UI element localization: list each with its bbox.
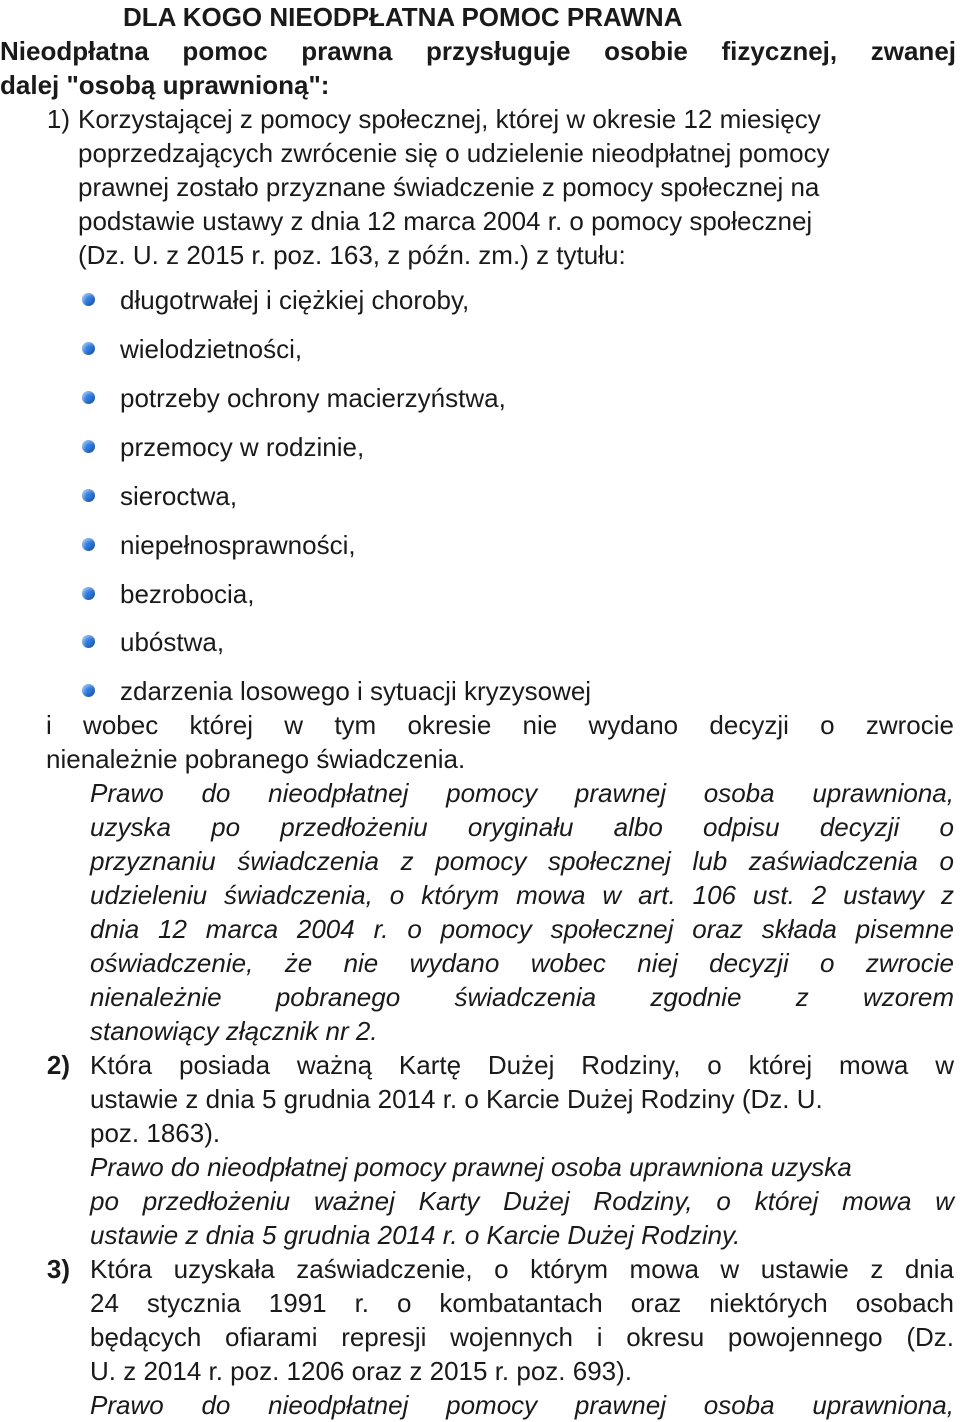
page-title: DLA KOGO NIEODPŁATNA POMOC PRAWNA xyxy=(123,2,683,32)
item-1-line-1: Korzystającej z pomocy społecznej, której w okresie 12 miesięcy xyxy=(78,104,821,134)
item-1-rights-line-5: dnia 12 marca 2004 r. o pomocy społecznej oraz składa pisemne xyxy=(90,914,954,944)
bullet-dot-icon xyxy=(82,440,95,453)
item-3-line-4: U. z 2014 r. poz. 1206 oraz z 2015 r. poz. 693). xyxy=(90,1356,633,1386)
item-1-rights-line-4: udzieleniu świadczenia, o którym mowa w art. 106 ust. 2 ustawy z xyxy=(90,880,954,910)
item-1-rights-line-1: Prawo do nieodpłatnej pomocy prawnej osoba uprawniona, xyxy=(90,778,954,808)
item-3-number: 3) xyxy=(46,1254,70,1284)
item-1-line-5: (Dz. U. z 2015 r. poz. 163, z późn. zm.) z tytułu: xyxy=(78,240,626,270)
bullet-dot-icon xyxy=(82,684,95,697)
bullet-dot-icon xyxy=(82,293,95,306)
item-1-rights-line-2: uzyska po przedłożeniu oryginału albo odpisu decyzji o xyxy=(90,812,954,842)
bullet-text: przemocy w rodzinie, xyxy=(120,432,365,462)
bullet-dot-icon xyxy=(82,538,95,551)
intro-line-1: Nieodpłatna pomoc prawna przysługuje osobie fizycznej, zwanej xyxy=(0,36,956,66)
item-3-line-3: będących ofiarami represji wojennych i okresu powojennego (Dz. xyxy=(90,1322,954,1352)
item-1-rights-line-3: przyznaniu świadczenia z pomocy społecznej lub zaświadczenia o xyxy=(90,846,954,876)
intro-line-2: dalej "osobą uprawnioną": xyxy=(0,70,330,100)
bullet-dot-icon xyxy=(82,342,95,355)
item-2-rights-line-3: ustawie z dnia 5 grudnia 2014 r. o Karcie Dużej Rodziny. xyxy=(90,1220,741,1250)
bullet-text: długotrwałej i ciężkiej choroby, xyxy=(120,285,470,315)
item-2-line-2: ustawie z dnia 5 grudnia 2014 r. o Karcie Dużej Rodziny (Dz. U. xyxy=(90,1084,823,1114)
bullet-dot-icon xyxy=(82,391,95,404)
item-1-rights-line-7: nienależnie pobranego świadczenia zgodnie z wzorem xyxy=(90,982,954,1012)
bullet-dot-icon xyxy=(82,489,95,502)
item-2-rights-line-1: Prawo do nieodpłatnej pomocy prawnej osoba uprawniona uzyska xyxy=(90,1152,852,1182)
item-1-line-2: poprzedzających zwrócenie się o udzielenie nieodpłatnej pomocy xyxy=(78,138,830,168)
bullet-text: sieroctwa, xyxy=(120,481,238,511)
item-3-line-2: 24 stycznia 1991 r. o kombatantach oraz niektórych osobach xyxy=(90,1288,954,1318)
item-1-number: 1) xyxy=(46,104,70,134)
item-1-rights-line-8: stanowiący złącznik nr 2. xyxy=(90,1016,378,1046)
item-2-number: 2) xyxy=(46,1050,70,1080)
item-3-line-1: Która uzyskała zaświadczenie, o którym mowa w ustawie z dnia xyxy=(90,1254,954,1284)
item-3-rights-line-1: Prawo do nieodpłatnej pomocy prawnej osoba uprawniona, xyxy=(90,1390,954,1420)
bullet-text: wielodzietności, xyxy=(120,334,303,364)
item-1-rights-line-6: oświadczenie, że nie wydano wobec niej decyzji o zwrocie xyxy=(90,948,954,978)
item-2-line-3: poz. 1863). xyxy=(90,1118,221,1148)
item-2-line-1: Która posiada ważną Kartę Dużej Rodziny, o której mowa w xyxy=(90,1050,954,1080)
bullet-dot-icon xyxy=(82,635,95,648)
item-1-line-3: prawnej zostało przyznane świadczenie z pomocy społecznej na xyxy=(78,172,820,202)
item-1-after-line-1: i wobec której w tym okresie nie wydano decyzji o zwrocie xyxy=(46,710,954,740)
bullet-text: zdarzenia losowego i sytuacji kryzysowej xyxy=(120,676,592,706)
bullet-dot-icon xyxy=(82,587,95,600)
bullet-text: bezrobocia, xyxy=(120,579,255,609)
bullet-text: potrzeby ochrony macierzyństwa, xyxy=(120,383,506,413)
item-2-rights-line-2: po przedłożeniu ważnej Karty Dużej Rodziny, o której mowa w xyxy=(90,1186,954,1216)
item-1-line-4: podstawie ustawy z dnia 12 marca 2004 r. o pomocy społecznej xyxy=(78,206,813,236)
bullet-text: niepełnosprawności, xyxy=(120,530,356,560)
item-1-after-line-2: nienależnie pobranego świadczenia. xyxy=(46,744,466,774)
bullet-text: ubóstwa, xyxy=(120,627,225,657)
